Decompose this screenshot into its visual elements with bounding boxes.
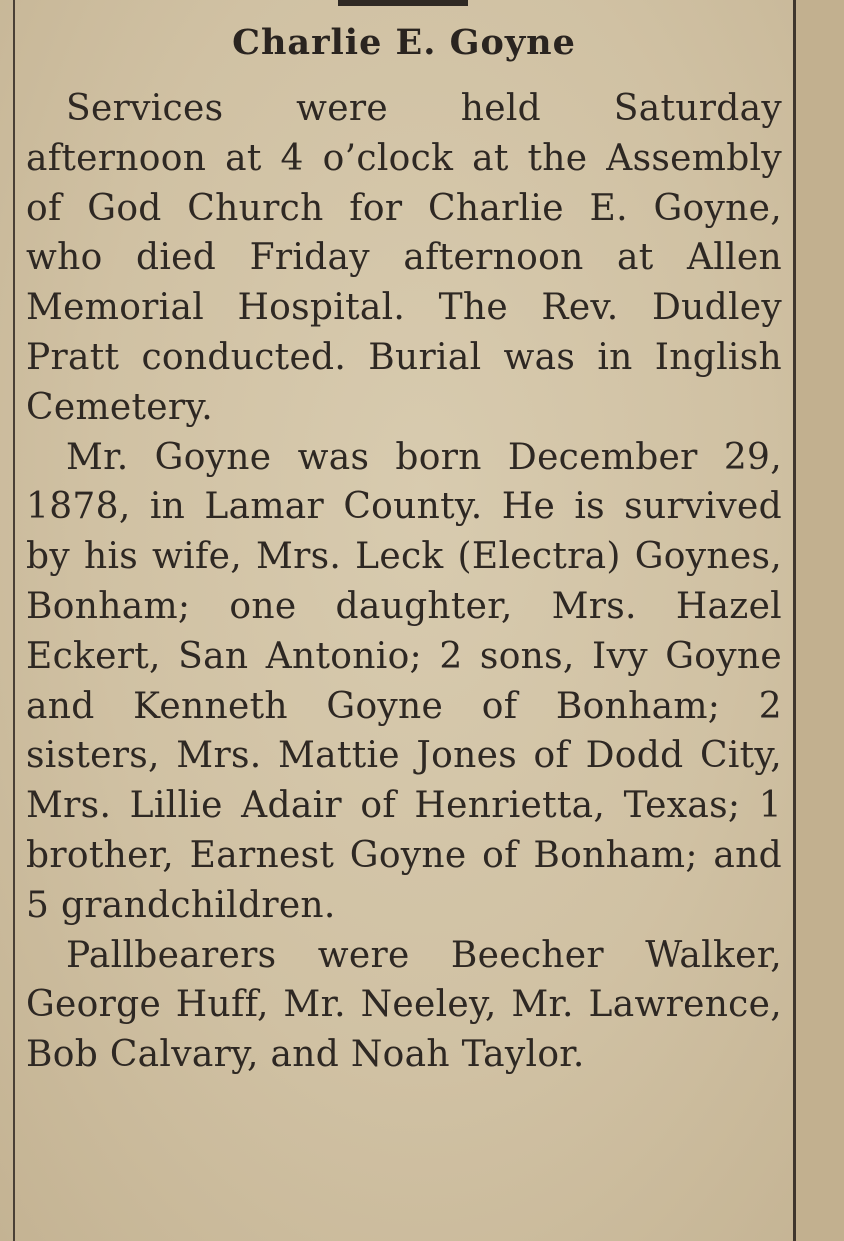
obituary-body: [26, 84, 782, 1080]
paragraph-services: Services were held Saturday afternoon at 4 o’clock at the Assembly of God Church for Charlie E. Goyne, who died Friday afternoon at Allen Memorial Hospital. The Rev. Dudley Pratt conducted. Burial was in Inglish Cemetery.: [26, 88, 782, 428]
adjacent-column-margin: [796, 0, 844, 1241]
paragraph-pallbearers: Pallbearers were Beecher Walker, George Huff, Mr. Neeley, Mr. Lawrence, Bob Calvary, and Noah Taylor.: [26, 934, 782, 1076]
paragraph-survivors: Mr. Goyne was born December 29, 1878, in Lamar County. He is survived by his wife, Mrs. Leck (Electra) Goynes, Bonham; one daughter, Mrs. Hazel Eckert, San Antonio; 2 sons, Ivy Goyne and Kenneth Goyne of Bonham; 2 sisters, Mrs. Mattie Jones of Dodd City, Mrs. Lillie Adair of Henrietta, Texas; 1 brother, Earnest Goyne of Bonham; and 5 grandchildren.: [26, 436, 782, 926]
obituary-headline: Charlie E. Goyne: [232, 22, 576, 63]
column-left-rule: [13, 0, 15, 1241]
column-top-rule: [338, 0, 468, 6]
